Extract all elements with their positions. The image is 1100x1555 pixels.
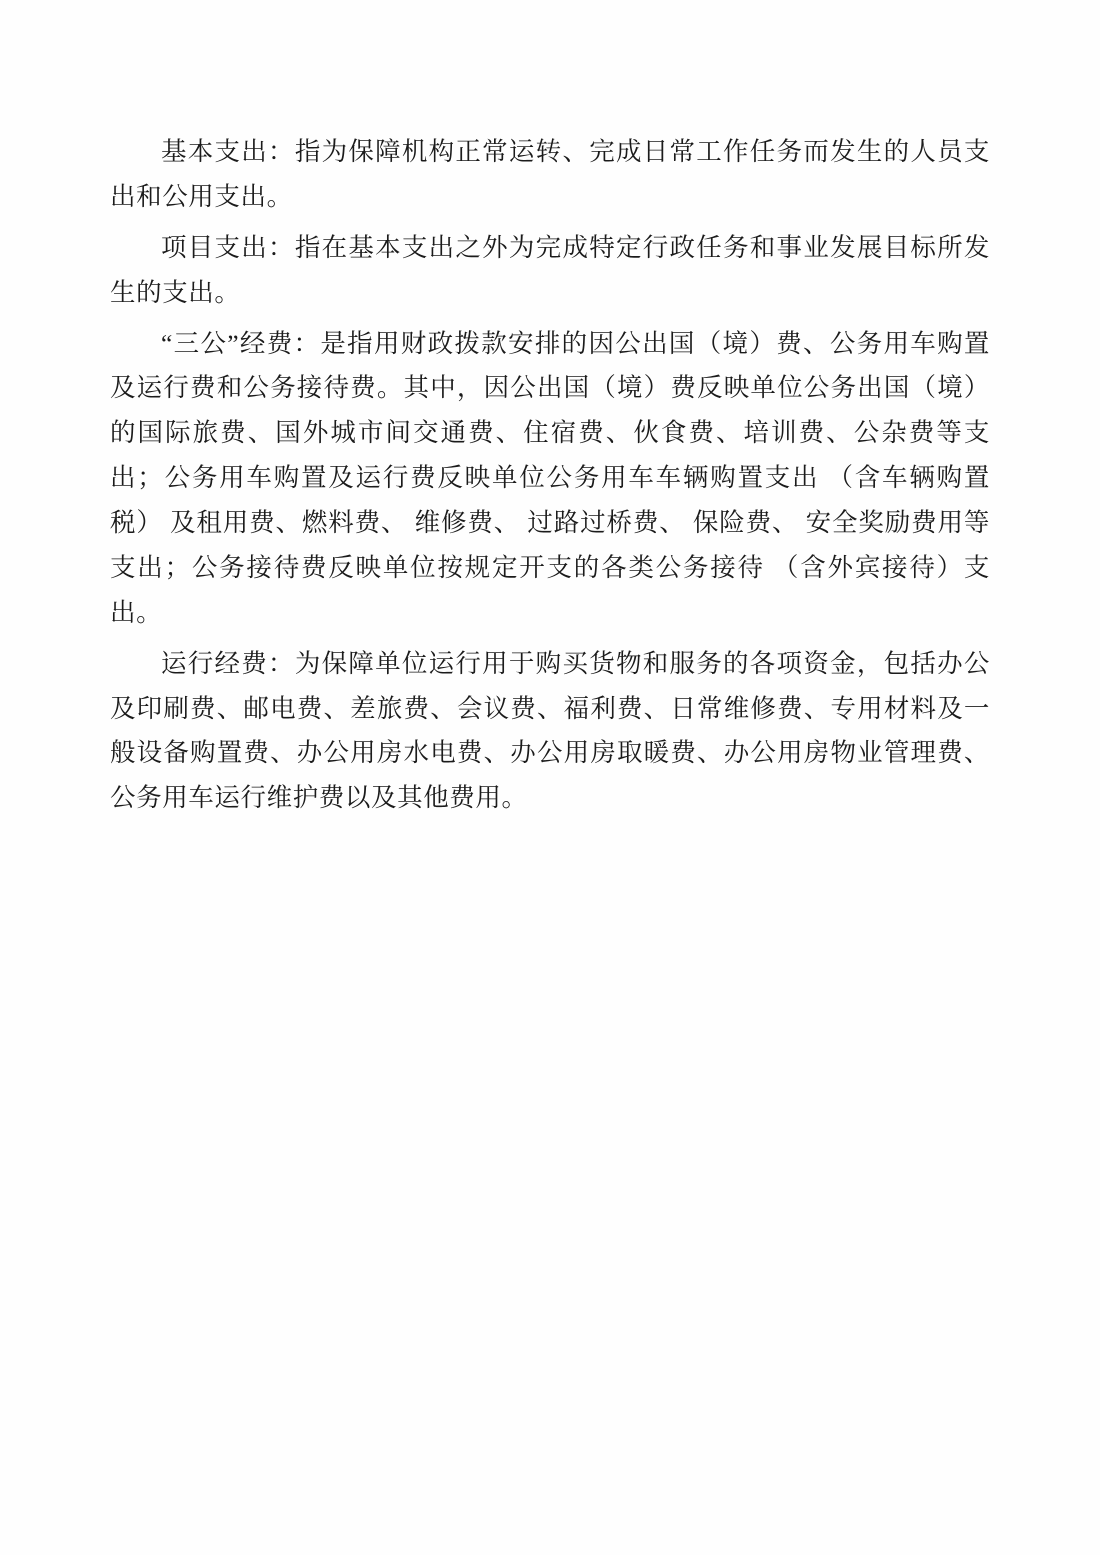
paragraph-operating-funds: 运行经费：为保障单位运行用于购买货物和服务的各项资金，包括办公及印刷费、邮电费、差旅费、会议费、福利费、日常维修费、专用材料及一般设备购置费、办公用房水电费、办公用房取暖费、办公用房物业管理费、公务用车运行维护费以及其他费用。 <box>110 648 990 813</box>
paragraph-basic-expenditure: 基本支出：指为保障机构正常运转、完成日常工作任务而发生的人员支出和公用支出。 <box>110 137 990 211</box>
paragraph-three-public-funds: “三公”经费：是指用财政拨款安排的因公出国（境）费、公务用车购置及运行费和公务接待费。其中，因公出国（境）费反映单位公务出国（境）的国际旅费、国外城市间交通费、住宿费、伙食费、培训费、公杂费等支出；公务用车购置及运行费反映单位公务用车车辆购置支出 （含车辆购置税） 及租用费、燃料费、 维修费、 过路过桥费、 保险费、 安全奖励费用等支出；公务接待费反映单位按规定开支的各类公务接待 （含外宾接待）支出。 <box>110 328 990 627</box>
paragraph-project-expenditure: 项目支出：指在基本支出之外为完成特定行政任务和事业发展目标所发生的支出。 <box>110 232 990 307</box>
document-body <box>110 130 990 821</box>
